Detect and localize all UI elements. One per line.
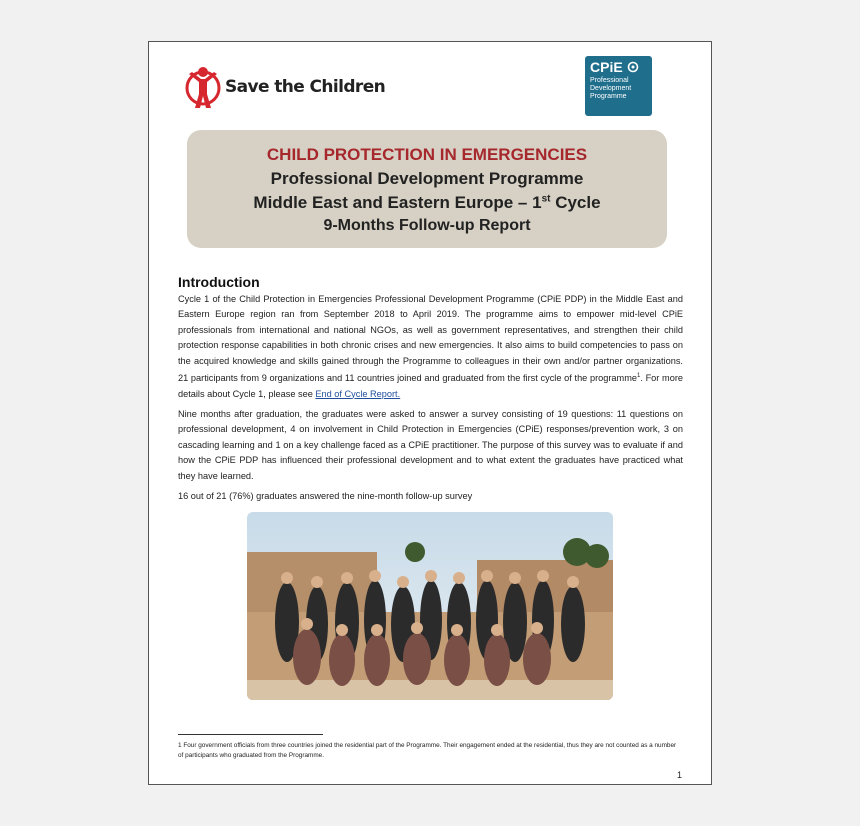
document-page bbox=[148, 41, 712, 785]
save-the-children-wordmark: Save the Children bbox=[225, 77, 386, 97]
banner-line-3: Middle East and Eastern Europe – 1st Cycle bbox=[253, 193, 601, 212]
title-banner bbox=[187, 130, 667, 248]
intro-paragraph-3: 16 out of 21 (76%) graduates answered the nine-month follow-up survey bbox=[178, 490, 473, 501]
cpie-logo-sub3: Programme bbox=[590, 93, 627, 100]
introduction-heading: Introduction bbox=[178, 274, 260, 290]
group-photo bbox=[247, 512, 613, 700]
save-the-children-logo bbox=[185, 64, 385, 110]
banner-line-2: Professional Development Programme bbox=[270, 169, 584, 188]
intro-paragraph-1: Cycle 1 of the Child Protection in Emergencies Professional Development Programme (CPiE PDP) in the Middle East and Eastern Europe region ran from September 2018 to April 2019. The programme aims to empower mid-level CPiE professionals from international and national NGOs, as well as government representatives, and strengthen their child protection response capabilities in both chronic crises and new emergencies. It also aims to build competencies to pass on the acquired knowledge and skills gained through the Programme to colleagues in their own and/or partner organizations. 21 participants from 9 organizations and 11 countries joined and graduated from the first cycle of the programme$^1$. For more details about Cycle 1, please see End of Cycle Report. bbox=[178, 294, 683, 399]
child-figure-icon bbox=[185, 64, 221, 110]
cpie-logo bbox=[585, 56, 652, 116]
end-of-cycle-report-link[interactable]: End of Cycle Report. bbox=[315, 388, 401, 399]
footnote-divider bbox=[178, 734, 323, 735]
intro-paragraph-2: Nine months after graduation, the graduates were asked to answer a survey consisting of 19 questions: 11 questions on professional development, 4 on involvement in Child Protection in Emergencies (CPiE) responses/prevention work, 3 on cascading learning and 1 on a key challenge faced as a CPiE practitioner. The purpose of this survey was to evaluate if and how the CPiE PDP has influenced their professional development and to what extent the graduates have practiced what they have learned. bbox=[178, 408, 683, 481]
cpie-logo-container bbox=[569, 44, 669, 126]
cpie-logo-sub2: Development bbox=[590, 85, 632, 92]
banner-line-4: 9-Months Follow-up Report bbox=[323, 217, 531, 234]
cpie-logo-title: CPiE bbox=[590, 59, 623, 75]
page-number: 1 bbox=[677, 770, 683, 780]
cpie-circle-icon bbox=[626, 61, 640, 73]
footnote-ref: 1 bbox=[636, 373, 641, 380]
banner-line-1: CHILD PROTECTION IN EMERGENCIES bbox=[266, 145, 588, 164]
footnote: 1 Four government officials from three countries joined the residential part of the Programme. Their engagement ended at the residential, thus they are not counted as a number of participants who graduated from the Programme. bbox=[178, 742, 677, 759]
cpie-logo-sub1: Professional bbox=[590, 77, 629, 84]
main-content bbox=[178, 274, 683, 504]
